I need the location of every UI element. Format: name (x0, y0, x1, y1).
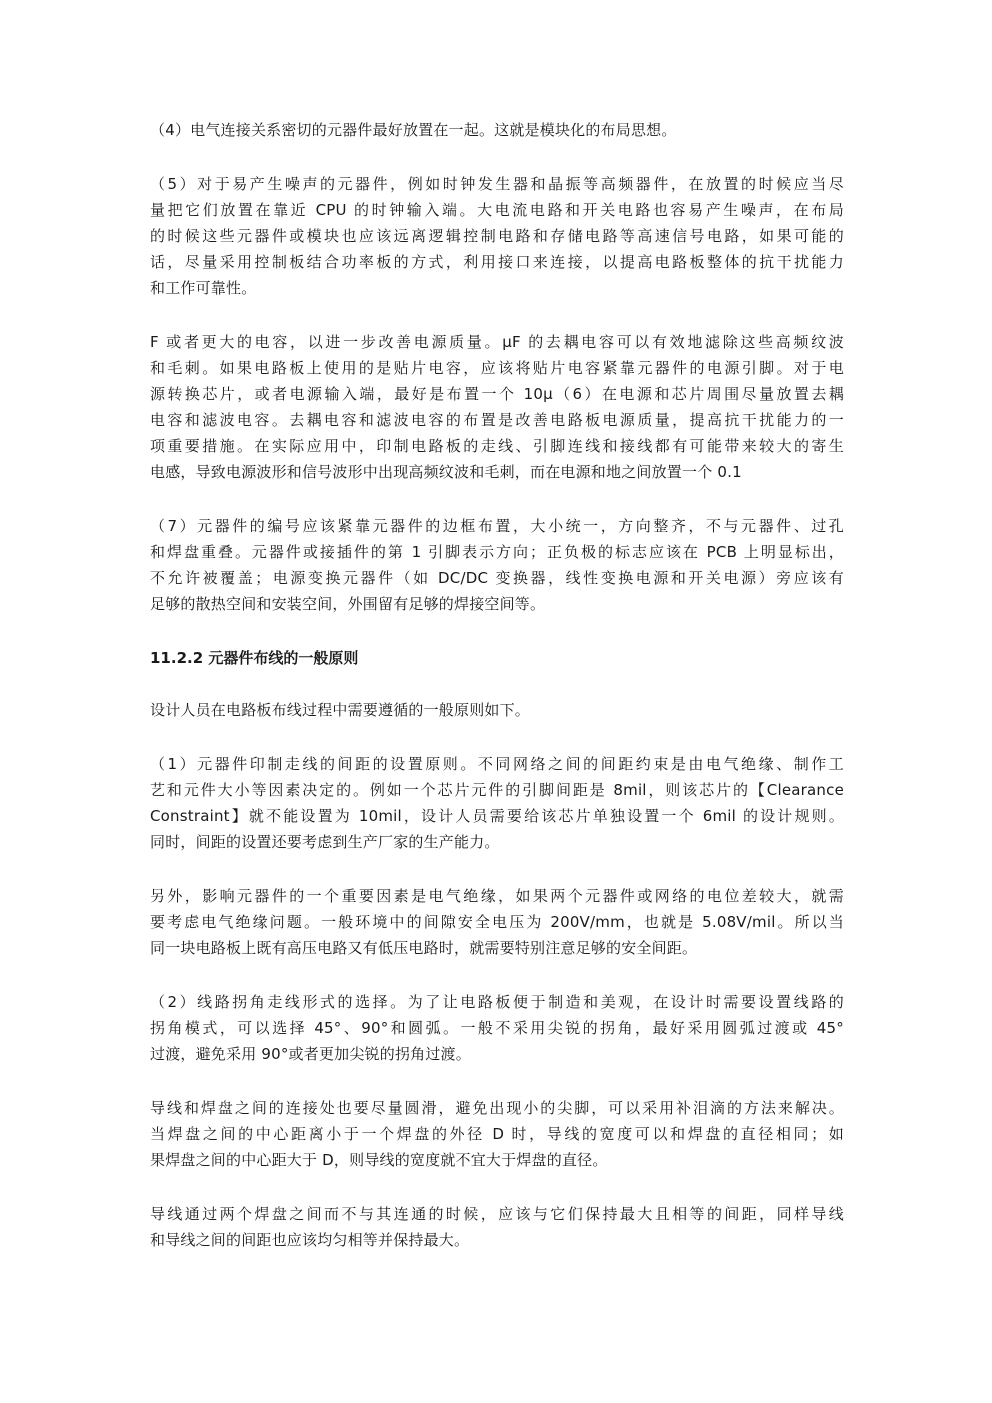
paragraph-line: 艺和元件大小等因素决定的。例如一个芯片元件的引脚间距是 8mil，则该芯片的【Clearance (150, 781, 844, 799)
paragraph-line: 电容和滤波电容。去耦电容和滤波电容的布置是改善电路板电源质量，提高抗干扰能力的一 (150, 411, 844, 429)
paragraph (150, 513, 844, 617)
paragraph (150, 697, 844, 723)
paragraph-line: 要考虑电气绝缘问题。一般环境中的间隙安全电压为 200V/mm，也就是 5.08V/mil。所以当 (150, 913, 844, 931)
paragraph (150, 883, 844, 961)
paragraph-line: 另外，影响元器件的一个重要因素是电气绝缘，如果两个元器件或网络的电位差较大，就需 (150, 887, 844, 905)
paragraph-line: 导线和焊盘之间的连接处也要尽量圆滑，避免出现小的尖脚，可以采用补泪滴的方法来解决。 (150, 1099, 844, 1117)
paragraph-line: （7）元器件的编号应该紧靠元器件的边框布置，大小统一，方向整齐，不与元器件、过孔 (150, 517, 844, 535)
paragraph (150, 117, 844, 143)
document-page (150, 117, 844, 1281)
paragraph-line: 果焊盘之间的中心距大于 D，则导线的宽度就不宜大于焊盘的直径。 (150, 1151, 608, 1169)
paragraph-line: 同时，间距的设置还要考虑到生产厂家的生产能力。 (150, 833, 500, 851)
paragraph (150, 1095, 844, 1173)
paragraph-line: 不允许被覆盖；电源变换元器件（如 DC/DC 变换器，线性变换电源和开关电源）旁应该有 (150, 569, 844, 587)
paragraph-line: 同一块电路板上既有高压电路又有低压电路时，就需要特别注意足够的安全间距。 (150, 939, 698, 957)
paragraph (150, 989, 844, 1067)
paragraph-line: 拐角模式，可以选择 45°、90°和圆弧。一般不采用尖锐的拐角，最好采用圆弧过渡或 45° (150, 1019, 844, 1037)
paragraphs-top (150, 117, 844, 617)
paragraph-line: 和导线之间的间距也应该均匀相等并保持最大。 (150, 1231, 470, 1249)
paragraph-line: 当焊盘之间的中心距离小于一个焊盘的外径 D 时，导线的宽度可以和焊盘的直径相同；如 (150, 1125, 844, 1143)
paragraph-line: （2）线路拐角走线形式的选择。为了让电路板便于制造和美观，在设计时需要设置线路的 (150, 993, 844, 1011)
paragraph-line: Constraint】就不能设置为 10mil，设计人员需要给该芯片单独设置一个 6mil 的设计规则。 (150, 807, 844, 825)
paragraph-line: 电感，导致电源波形和信号波形中出现高频纹波和毛刺，而在电源和地之间放置一个 0.1 (150, 463, 742, 481)
paragraph-line: 量把它们放置在靠近 CPU 的时钟输入端。大电流电路和开关电路也容易产生噪声，在布局 (150, 201, 844, 219)
paragraph (150, 329, 844, 485)
paragraph (150, 751, 844, 855)
paragraphs-bottom (150, 697, 844, 1253)
section-heading: 11.2.2 元器件布线的一般原则 (150, 649, 359, 667)
paragraph-line: 设计人员在电路板布线过程中需要遵循的一般原则如下。 (150, 701, 531, 719)
paragraph-line: （4）电气连接关系密切的元器件最好放置在一起。这就是模块化的布局思想。 (150, 121, 677, 139)
paragraph-line: 过渡，避免采用 90°或者更加尖锐的拐角过渡。 (150, 1045, 471, 1063)
paragraph-line: 项重要措施。在实际应用中，印制电路板的走线、引脚连线和接线都有可能带来较大的寄生 (150, 437, 844, 455)
paragraph-line: 话，尽量采用控制板结合功率板的方式，利用接口来连接，以提高电路板整体的抗干扰能力 (150, 253, 844, 271)
paragraph-line: （5）对于易产生噪声的元器件，例如时钟发生器和晶振等高频器件，在放置的时候应当尽 (150, 175, 844, 193)
paragraph-line: 和焊盘重叠。元器件或接插件的第 1 引脚表示方向；正负极的标志应该在 PCB 上明显标出， (150, 543, 844, 561)
paragraph-line: 足够的散热空间和安装空间，外围留有足够的焊接空间等。 (150, 595, 546, 613)
paragraph-line: 的时候这些元器件或模块也应该远离逻辑控制电路和存储电路等高速信号电路，如果可能的 (150, 227, 844, 245)
paragraph-line: F 或者更大的电容，以进一步改善电源质量。μF 的去耦电容可以有效地滤除这些高频纹波 (150, 333, 844, 351)
paragraph (150, 1201, 844, 1253)
paragraph-line: 和毛刺。如果电路板上使用的是贴片电容，应该将贴片电容紧靠元器件的电源引脚。对于电 (150, 359, 844, 377)
paragraph-line: 导线通过两个焊盘之间而不与其连通的时候，应该与它们保持最大且相等的间距，同样导线 (150, 1205, 844, 1223)
paragraph-line: 源转换芯片，或者电源输入端，最好是布置一个 10μ（6）在电源和芯片周围尽量放置去耦 (150, 385, 844, 403)
paragraph-line: 和工作可靠性。 (150, 279, 257, 297)
paragraph (150, 171, 844, 301)
paragraph-line: （1）元器件印制走线的间距的设置原则。不同网络之间的间距约束是由电气绝缘、制作工 (150, 755, 844, 773)
